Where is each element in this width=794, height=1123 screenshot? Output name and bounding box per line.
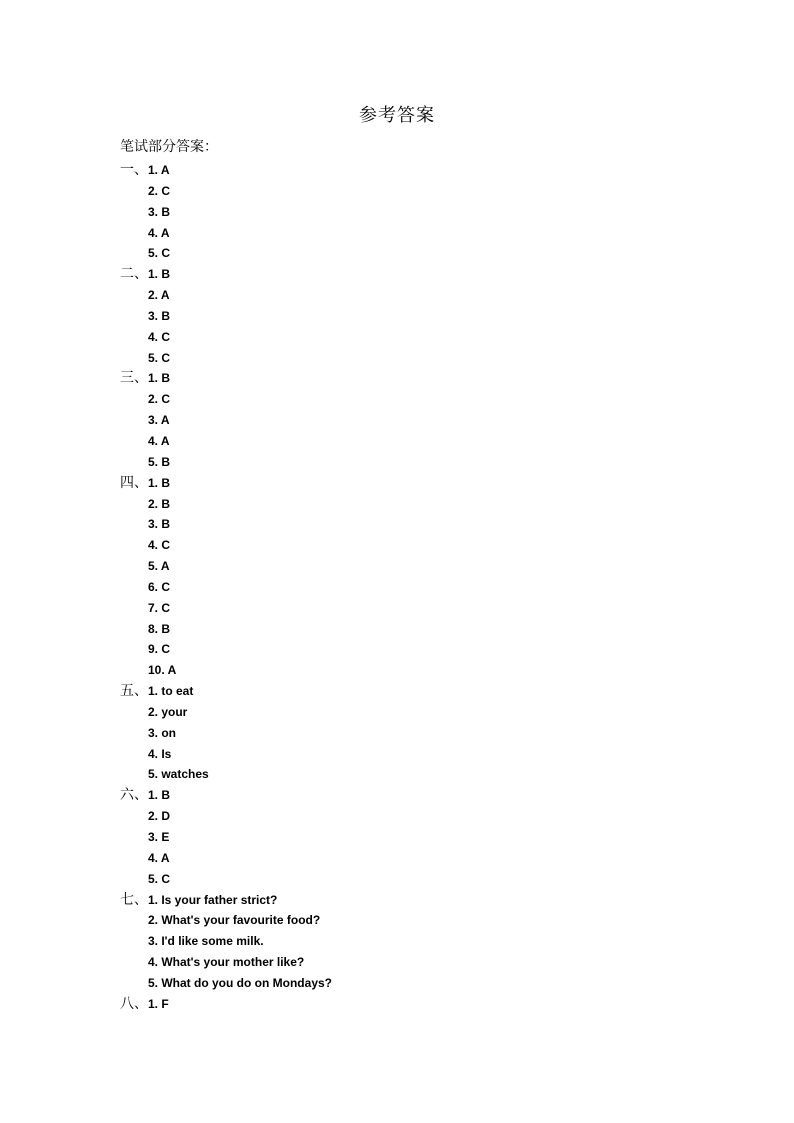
section-number: 六、 [120, 787, 148, 804]
answer-item: 5. C [148, 246, 171, 261]
answer-item: 2. B [148, 496, 171, 511]
answer-item: 4. Is [148, 746, 172, 761]
answer-item: 2. What's your favourite food? [148, 913, 321, 928]
answer-row [120, 285, 720, 306]
answer-row [120, 306, 720, 327]
answer-row [120, 806, 720, 827]
answer-row [120, 994, 720, 1015]
answer-item: 10. A [148, 663, 177, 678]
answer-row [120, 681, 720, 702]
answer-row [120, 431, 720, 452]
section-number: 四、 [120, 474, 148, 491]
section-number: 八、 [120, 995, 148, 1012]
answer-item: 6. C [148, 579, 171, 594]
answer-row [120, 848, 720, 869]
answer-row [120, 202, 720, 223]
answer-row [120, 514, 720, 535]
answer-item: 2. C [148, 392, 171, 407]
answer-item: 3. B [148, 204, 171, 219]
answer-item: 1. to eat [148, 684, 194, 699]
answer-item: 3. E [148, 830, 170, 844]
answer-row [120, 764, 720, 785]
answer-row [120, 910, 720, 931]
answer-item: 1. B [148, 267, 171, 282]
answer-item: 1. F [148, 996, 169, 1011]
answer-item: 1. B [148, 371, 171, 386]
answer-row [120, 598, 720, 619]
answer-item: 4. C [148, 538, 171, 553]
answer-item: 4. A [148, 225, 170, 240]
answer-row [120, 723, 720, 744]
answer-item: 2. your [148, 704, 188, 719]
section-number: 五、 [120, 683, 148, 700]
answer-item: 1. Is your father strict? [148, 892, 278, 907]
answer-row [120, 410, 720, 431]
intro-heading: 笔试部分答案： [120, 139, 218, 155]
page-title: 参考答案 [359, 105, 435, 126]
answer-row [120, 577, 720, 598]
answer-row [120, 243, 720, 264]
answer-row [120, 556, 720, 577]
answer-item: 4. A [148, 433, 170, 448]
answer-item: 5. C [148, 871, 171, 886]
answer-row [120, 827, 720, 848]
section-number: 七、 [120, 891, 148, 908]
answer-item: 2. A [148, 288, 170, 303]
answer-row [120, 869, 720, 890]
answer-item: 1. B [148, 788, 171, 803]
answer-item: 2. D [148, 809, 171, 824]
answer-row [120, 619, 720, 640]
answer-item: 3. B [148, 517, 171, 532]
section-number: 三、 [120, 370, 148, 387]
answer-row [120, 181, 720, 202]
answer-row [120, 348, 720, 369]
answer-row [120, 785, 720, 806]
answer-list [120, 160, 720, 1015]
answer-item: 8. B [148, 621, 171, 636]
answer-row [120, 494, 720, 515]
answer-row [120, 952, 720, 973]
answer-item: 2. C [148, 183, 171, 198]
answer-item: 5. B [148, 454, 171, 469]
answer-item: 3. on [148, 725, 177, 740]
answer-item: 5. What do you do on Mondays? [148, 975, 332, 990]
answer-row [120, 660, 720, 681]
answer-row [120, 389, 720, 410]
answer-row [120, 368, 720, 389]
answer-row [120, 535, 720, 556]
answer-row [120, 452, 720, 473]
answer-row [120, 327, 720, 348]
section-number: 二、 [120, 266, 148, 283]
answer-item: 1. A [148, 163, 170, 177]
answer-item: 5. A [148, 559, 170, 574]
answer-item: 9. C [148, 642, 171, 657]
answer-item: 5. C [148, 350, 171, 365]
answer-item: 1. B [148, 475, 171, 490]
answer-row [120, 160, 720, 181]
answer-item: 3. I'd like some milk. [148, 934, 264, 949]
answer-row [120, 973, 720, 994]
answer-row [120, 639, 720, 660]
answer-item: 7. C [148, 600, 171, 615]
answer-row [120, 473, 720, 494]
answer-row [120, 890, 720, 911]
answer-item: 4. C [148, 329, 171, 344]
answer-item: 4. What's your mother like? [148, 955, 305, 970]
answer-item: 3. B [148, 308, 171, 323]
answer-row [120, 931, 720, 952]
answer-row [120, 744, 720, 765]
section-number: 一、 [120, 162, 148, 178]
answer-row [120, 702, 720, 723]
answer-row [120, 223, 720, 244]
answer-row [120, 264, 720, 285]
answer-item: 4. A [148, 850, 170, 865]
answer-item: 5. watches [148, 767, 209, 782]
answer-item: 3. A [148, 413, 170, 428]
